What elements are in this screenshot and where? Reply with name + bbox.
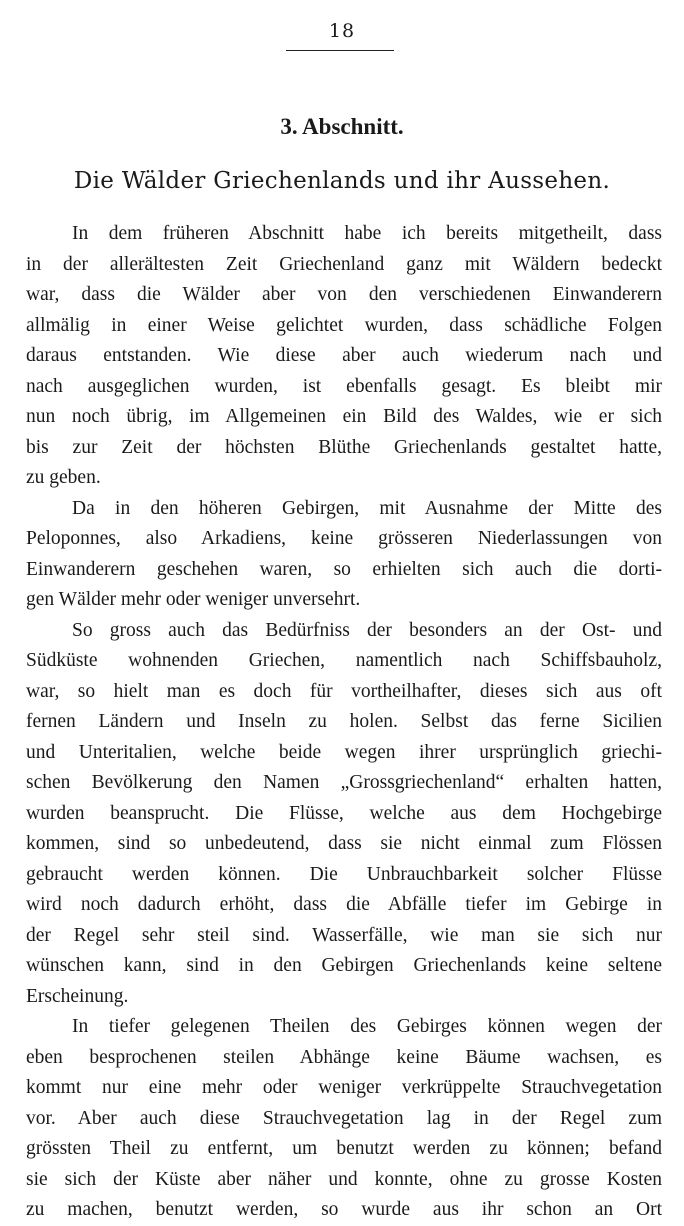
text-line: Einwanderern geschehen waren, so erhielten sich auch die dorti- — [26, 558, 662, 580]
text-line: In dem früheren Abschnitt habe ich bereits mitgetheilt, dass — [72, 223, 662, 244]
paragraph — [26, 616, 662, 1013]
paragraph — [26, 494, 662, 616]
text-line: In tiefer gelegenen Theilen des Gebirges können wegen der — [72, 1016, 662, 1037]
text-line: wurden beansprucht. Die Flüsse, welche aus dem Hochgebirge — [26, 802, 662, 824]
text-line: grössten Theil zu entfernt, um benutzt werden zu können; befand — [26, 1138, 662, 1159]
text-line: wünschen kann, sind in den Gebirgen Griechenlands keine seltene — [26, 955, 662, 976]
header-rule — [286, 50, 394, 51]
text-line: war, dass die Wälder aber von den verschiedenen Einwanderern — [26, 284, 662, 305]
text-line: gebraucht werden können. Die Unbrauchbarkeit solcher Flüsse — [26, 863, 662, 885]
text-line: nun noch übrig, im Allgemeinen ein Bild des Waldes, wie er sich — [26, 406, 662, 427]
paragraph — [26, 219, 662, 494]
page-number: 18 — [328, 20, 356, 42]
text-line: kommen, sind so unbedeutend, dass sie nicht einmal zum Flössen — [26, 833, 662, 854]
section-heading: 3. Abschnitt. — [280, 114, 404, 139]
text-line: vor. Aber auch diese Strauchvegetation lag in der Regel zum — [26, 1107, 662, 1129]
text-line: Peloponnes, also Arkadiens, keine grösseren Niederlassungen von — [26, 528, 662, 549]
text-line: zu geben. — [26, 467, 101, 488]
text-line: und Unteritalien, welche beide wegen ihrer ursprünglich griechi- — [26, 741, 662, 763]
text-line: sie sich der Küste aber näher und konnte, ohne zu grosse Kosten — [26, 1168, 662, 1190]
text-line: war, so hielt man es doch für vortheilhafter, dieses sich aus oft — [26, 680, 662, 702]
paragraph — [26, 1012, 662, 1226]
text-line: kommt nur eine mehr oder weniger verkrüppelte Strauchvegetation — [26, 1077, 662, 1098]
text-line: Erscheinung. — [26, 985, 129, 1007]
text-line: gen Wälder mehr oder weniger unversehrt. — [26, 589, 361, 610]
text-line: bis zur Zeit der höchsten Blüthe Griechenlands gestaltet hatte, — [26, 436, 662, 458]
text-line: allmälig in einer Weise gelichtet wurden, dass schädliche Folgen — [26, 314, 662, 336]
body-text — [26, 219, 662, 1226]
text-line: der Regel sehr steil sind. Wasserfälle, wie man sie sich nur — [26, 924, 662, 946]
text-line: eben besprochenen steilen Abhänge keine Bäume wachsen, es — [26, 1046, 662, 1068]
text-line: zu machen, benutzt werden, so wurde aus ihr schon an Ort — [26, 1199, 662, 1220]
text-line: nach ausgeglichen wurden, ist ebenfalls gesagt. Es bleibt mir — [26, 375, 662, 397]
text-line: fernen Ländern und Inseln zu holen. Selbst das ferne Sicilien — [26, 711, 662, 732]
text-line: Südküste wohnenden Griechen, namentlich nach Schiffsbauholz, — [26, 650, 662, 671]
text-line: daraus entstanden. Wie diese aber auch wiederum nach und — [26, 345, 662, 366]
text-line: schen Bevölkerung den Namen „Grossgriechenland“ erhalten hatten, — [26, 772, 662, 793]
text-line: So gross auch das Bedürfniss der besonders an der Ost- und — [72, 619, 662, 641]
text-line: Da in den höheren Gebirgen, mit Ausnahme der Mitte des — [72, 497, 662, 519]
text-line: in der allerältesten Zeit Griechenland ganz mit Wäldern bedeckt — [26, 253, 662, 275]
text-line: wird noch dadurch erhöht, dass die Abfälle tiefer im Gebirge in — [26, 894, 662, 915]
chapter-title: Die Wälder Griechenlands und ihr Aussehen. — [73, 168, 611, 194]
